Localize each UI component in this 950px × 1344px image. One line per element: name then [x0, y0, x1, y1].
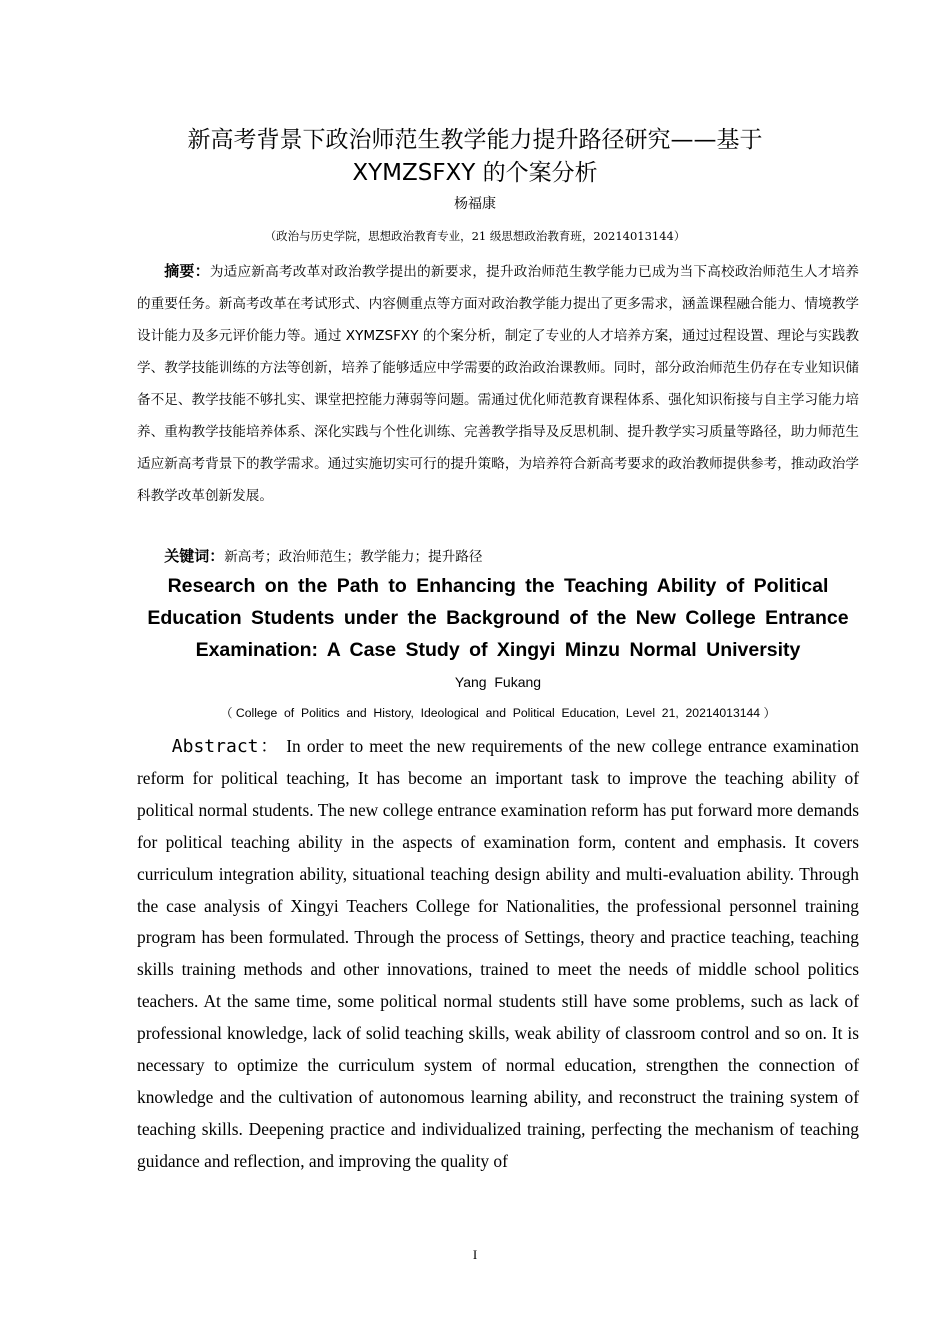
chinese-title-line-2: XYMZSFXY 的个案分析 — [352, 160, 598, 186]
chinese-author: 杨福康 — [454, 196, 496, 212]
english-affiliation: （ College of Politics and History, Ideological and Political Education, Level 21, 20214013144 ） — [220, 706, 776, 720]
chinese-keywords-label: 关键词： — [164, 547, 225, 565]
english-title — [137, 570, 859, 666]
english-title-line-2: Education Students under the Background of the New College Entrance — [147, 607, 849, 629]
page-number: I — [472, 1247, 478, 1262]
english-abstract-text: In order to meet the new requirements of the new college entrance examination reform for political teaching, It has become an important task to improve the teaching ability of political normal students. The new college entrance examination reform has put forward more demands for political teaching ability in the aspects of examination form, content and emphasis. It covers curriculum integration ability, situational teaching design ability and multi-evaluation ability. Through the case analysis of Xingyi Teachers College for Nationalities, the professional personnel training program has been formulated. Through the process of Settings, theory and practice teaching, teaching skills training methods and other innovations, trained to meet the needs of middle school politics teachers. At the same time, some political normal students still have some problems, such as lack of professional knowledge, lack of solid teaching skills, weak ability of classroom control and so on. It is necessary to optimize the curriculum system of normal education, strengthen the connection of knowledge and the cultivation of autonomous learning ability, and reconstruct the training system of teaching skills. Deepening practice and individualized training, perfecting the mechanism of teaching guidance and reflection, and improving the quality of — [137, 736, 859, 1171]
chinese-keywords-text: 新高考；政治师范生；教学能力；提升路径 — [224, 549, 483, 565]
chinese-title — [100, 124, 850, 190]
chinese-affiliation: （政治与历史学院，思想政治教育专业，21 级思想政治教育班，20214013144） — [264, 229, 686, 243]
chinese-title-line-1: 新高考背景下政治师范生教学能力提升路径研究——基于 — [187, 127, 763, 153]
english-title-line-3: Examination: A Case Study of Xingyi Minzu Normal University — [195, 639, 801, 661]
chinese-abstract-label: 摘要： — [164, 262, 210, 280]
english-title-line-1: Research on the Path to Enhancing the Teaching Ability of Political — [167, 575, 829, 597]
chinese-abstract — [137, 255, 859, 512]
chinese-keywords — [137, 543, 859, 570]
english-author: Yang Fukang — [454, 674, 542, 690]
chinese-abstract-text: 为适应新高考改革对政治教学提出的新要求，提升政治师范生教学能力已成为当下高校政治师范生人才培养的重要任务。新高考改革在考试形式、内容侧重点等方面对政治教学能力提出了更多需求，涵盖课程融合能力、情境教学设计能力及多元评价能力等。通过 XYMZSFXY 的个案分析，制定了专业的人才培养方案，通过过程设置、理论与实践教学、教学技能训练的方法等创新，培养了能够适应中学需要的政治政治课教师。同时，部分政治师范生仍存在专业知识储备不足、教学技能不够扎实、课堂把控能力薄弱等问题。需通过优化师范教育课程体系、强化知识衔接与自主学习能力培养、重构教学技能培养体系、深化实践与个性化训练、完善教学指导及反思机制、提升教学实习质量等路径，助力师范生适应新高考背景下的教学需求。通过实施切实可行的提升策略，为培养符合新高考要求的政治教师提供参考，推动政治学科教学改革创新发展。 — [137, 264, 859, 504]
english-abstract-label: Abstract： — [171, 736, 281, 757]
english-abstract — [137, 731, 859, 1178]
